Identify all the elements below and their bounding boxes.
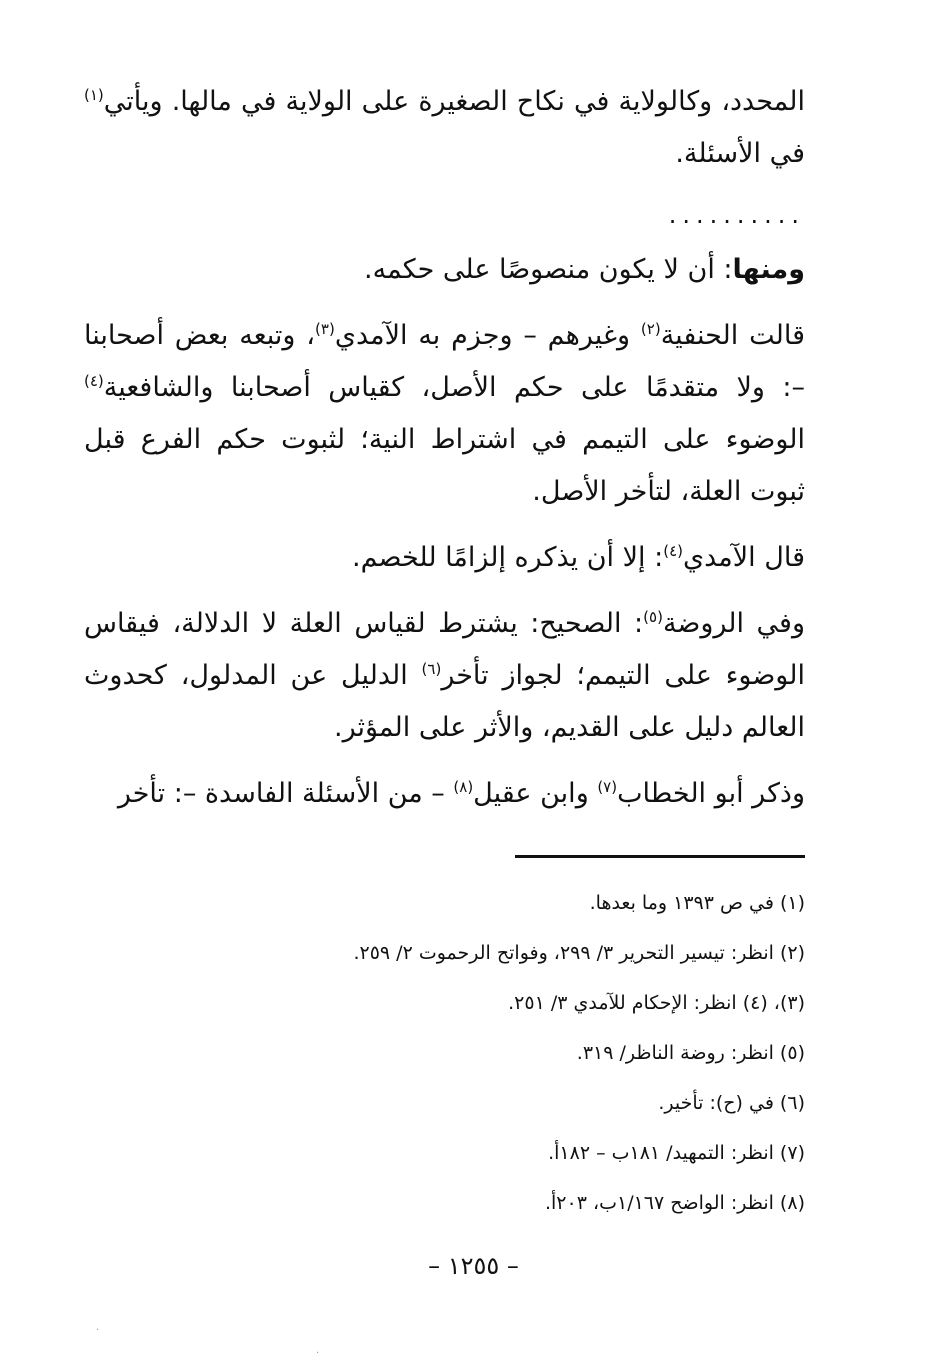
text-run: ، وتبعه بعض أصحابنا –: ولا متقدمًا على حكم الأصل، كقياس أصحابنا والشافعية (84, 320, 805, 403)
text-run: وفي الروضة (662, 608, 805, 639)
paragraph (84, 310, 805, 518)
footnote-marker: (٧) (597, 778, 618, 796)
footnote-marker: (٨) (453, 778, 474, 796)
footnote-separator (515, 855, 805, 858)
footnote-marker: (٤) (84, 372, 104, 390)
paragraph (84, 532, 805, 584)
text-run: وذكر أبو الخطاب (617, 778, 805, 809)
text-run: : إلا أن يذكره إلزامًا للخصم. (352, 542, 664, 573)
page-number: – ١٢٥٥ – (428, 1252, 519, 1280)
text-run: وابن عقيل (473, 778, 598, 809)
section-divider-dots: .......... (668, 201, 805, 229)
footnote: (٧) انظر: التمهيد/ ١٨١ب – ١٨٢أ. (548, 1142, 805, 1164)
text-run: قالت الحنفية (660, 320, 805, 351)
text-run: : الصحيح: يشترط لقياس العلة لا الدلالة، فيقاس الوضوء على التيمم؛ لجواز تأخر (84, 608, 805, 691)
paragraph (84, 76, 805, 180)
text-run: : أن لا يكون منصوصًا على حكمه. (364, 254, 733, 285)
footnote-marker: (١) (84, 86, 104, 104)
scan-speck: · (96, 1325, 100, 1336)
bold-lead-word: ومنها (732, 254, 805, 285)
text-run: في الأسئلة. (675, 138, 805, 169)
footnote: (٣)، (٤) انظر: الإحكام للآمدي ٣/ ٢٥١. (508, 992, 805, 1014)
footnote: (٥) انظر: روضة الناظر/ ٣١٩. (576, 1042, 805, 1064)
footnote: (٨) انظر: الواضح ١/١٦٧ب، ٢٠٣أ. (544, 1192, 805, 1214)
footnote-marker: (٤) (663, 542, 683, 560)
footnote-marker: (٦) (421, 660, 442, 678)
main-text (84, 76, 805, 820)
text-run: قال الآمدي (682, 542, 805, 573)
footnote-marker: (٢) (640, 320, 661, 338)
footnote: (٢) انظر: تيسير التحرير ٣/ ٢٩٩، وفواتح الرحموت ٢/ ٢٥٩. (353, 942, 805, 964)
text-run: وغيرهم – وجزم به الآمدي (334, 320, 641, 351)
paragraph (84, 244, 805, 296)
paragraph (84, 598, 805, 754)
footnote-marker: (٥) (643, 608, 663, 626)
scan-speck: · (316, 1348, 320, 1359)
paragraph (84, 768, 805, 820)
text-run: الدليل عن المدلول، كحدوث العالم دليل على القديم، والأثر على المؤثر. (84, 660, 805, 743)
text-run: الوضوء على التيمم في اشتراط النية؛ لثبوت حكم الفرع قبل ثبوت العلة، لتأخر الأصل. (84, 424, 805, 507)
text-run: – من الأسئلة الفاسدة –: تأخر (117, 778, 454, 809)
footnote-marker: (٣) (315, 320, 335, 338)
footnote: (١) في ص ١٣٩٣ وما بعدها. (589, 892, 805, 914)
footnote: (٦) في (ح): تأخير. (658, 1092, 805, 1114)
footnotes (84, 878, 805, 1228)
text-run: المحدد، وكالولاية في نكاح الصغيرة على الولاية في مالها. ويأتي (103, 86, 805, 117)
